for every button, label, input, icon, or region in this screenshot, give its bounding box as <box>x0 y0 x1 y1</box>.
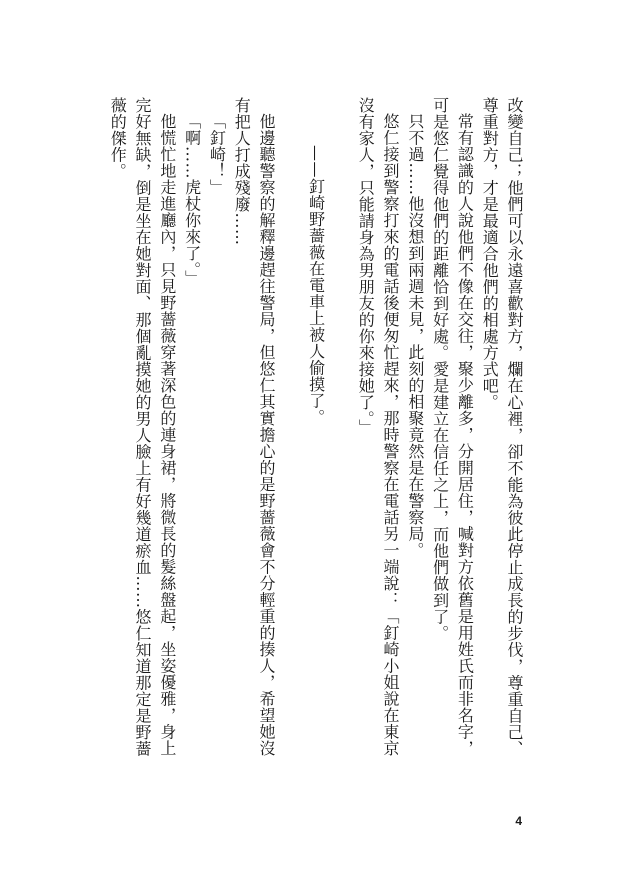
paragraph: 只不過……他沒想到兩週未見，此刻的相聚竟然是在警察局。 <box>405 113 425 559</box>
vertical-text-body <box>86 97 526 767</box>
blank-line <box>278 97 303 767</box>
paragraph: 悠仁接到警察打來的電話後便匆忙趕來，那時警察在電話另一端說：「釘崎小姐說在東京沒有家人，只能請身為男朋友的你來接她了。」 <box>356 97 401 757</box>
dialogue-line: 「啊……虎杖你來了。」 <box>182 113 202 287</box>
paragraph: 他慌忙地走進廳內，只見野薔薇穿著深色的連身裙，將微長的髮絲盤起，坐姿優雅，身上完好無缺，倒是坐在她對面、那個亂摸她的男人臉上有好幾道瘀血……悠仁知道那定是野薔薇的傑作。 <box>108 97 177 757</box>
dialogue-line: 「釘崎！」 <box>207 113 227 196</box>
paragraph: 他邊聽警察的解釋邊趕往警局，但悠仁其實擔心的是野薔薇會不分輕重的揍人，希望她沒有把人打成殘廢…… <box>232 97 277 757</box>
paragraph: 改變自己；他們可以永遠喜歡對方，爛在心裡，卻不能為彼此停止成長的步伐，尊重自己、尊重對方，才是最適合他們的相處方式吧。 <box>480 97 524 757</box>
blank-line <box>328 97 353 767</box>
page-number: 4 <box>515 814 522 828</box>
paragraph: ——釘崎野薔薇在電車上被人偷摸了。 <box>306 145 326 426</box>
paragraph: 常有認識的人說他們不像在交往，聚少離多，分開居住，喊對方依舊是用姓氏而非名字，可是悠仁覺得他們的距離恰到好處。愛是建立在信任之上，而他們做到了。 <box>430 97 475 757</box>
